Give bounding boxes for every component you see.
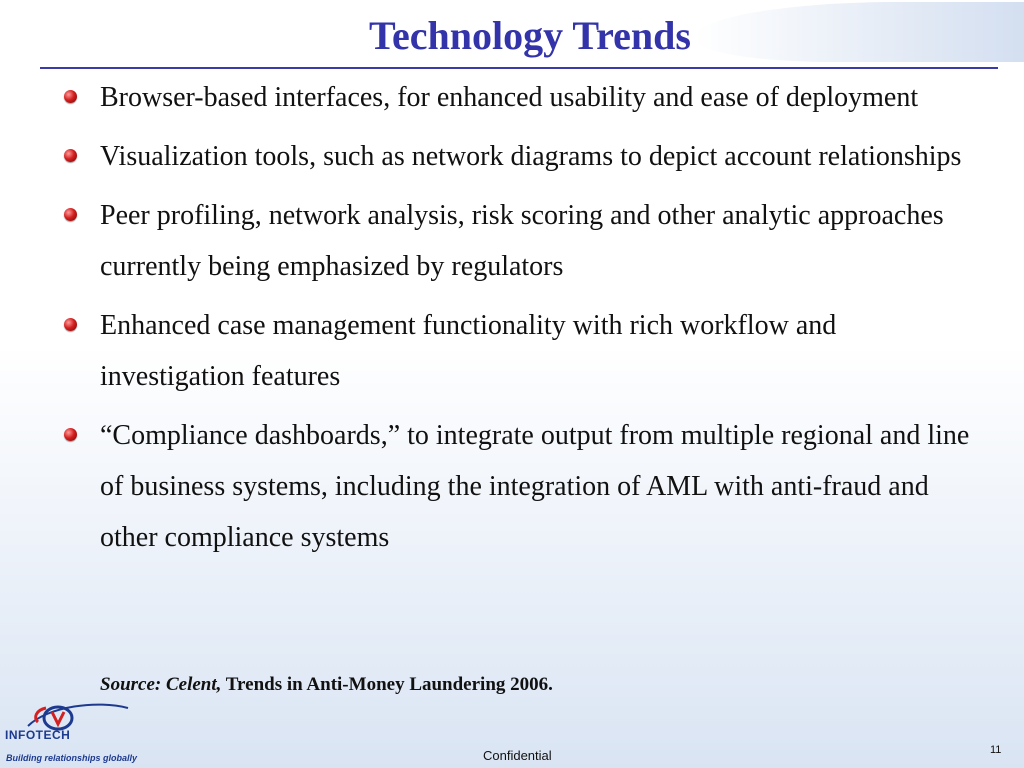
bullet-icon	[64, 318, 77, 331]
bullet-icon	[64, 149, 77, 162]
bullet-item	[60, 190, 980, 292]
source-label: Source: Celent,	[100, 674, 222, 695]
bullet-item	[60, 72, 980, 123]
source-citation	[100, 674, 553, 696]
bullet-item	[60, 410, 980, 563]
logo-tagline: Building relationships globally	[6, 753, 138, 763]
source-title: Trends in Anti-Money Laundering 2006.	[221, 674, 553, 695]
bullet-text: Visualization tools, such as network diagrams to depict account relationships	[100, 141, 962, 172]
bullet-text: Enhanced case management functionality with rich workflow and investigation features	[100, 310, 837, 392]
bullet-item	[60, 300, 980, 402]
bullet-list	[60, 72, 980, 571]
page-number: 11	[990, 744, 1002, 756]
bullet-item	[60, 131, 980, 182]
bullet-icon	[64, 428, 77, 441]
bullet-text: Browser-based interfaces, for enhanced usability and ease of deployment	[100, 82, 919, 113]
title-divider	[40, 67, 998, 69]
bullet-text: Peer profiling, network analysis, risk scoring and other analytic approaches currently being emphasized by regulators	[100, 200, 944, 282]
logo-text: INFOTECH	[5, 728, 71, 742]
bullet-icon	[64, 208, 77, 221]
confidential-label: Confidential	[483, 748, 552, 763]
bullet-text: “Compliance dashboards,” to integrate output from multiple regional and line of business systems, including the integration of AML with anti-fraud and other compliance systems	[100, 420, 970, 553]
bullet-icon	[64, 90, 77, 103]
slide-title: Technology Trends	[369, 13, 691, 58]
